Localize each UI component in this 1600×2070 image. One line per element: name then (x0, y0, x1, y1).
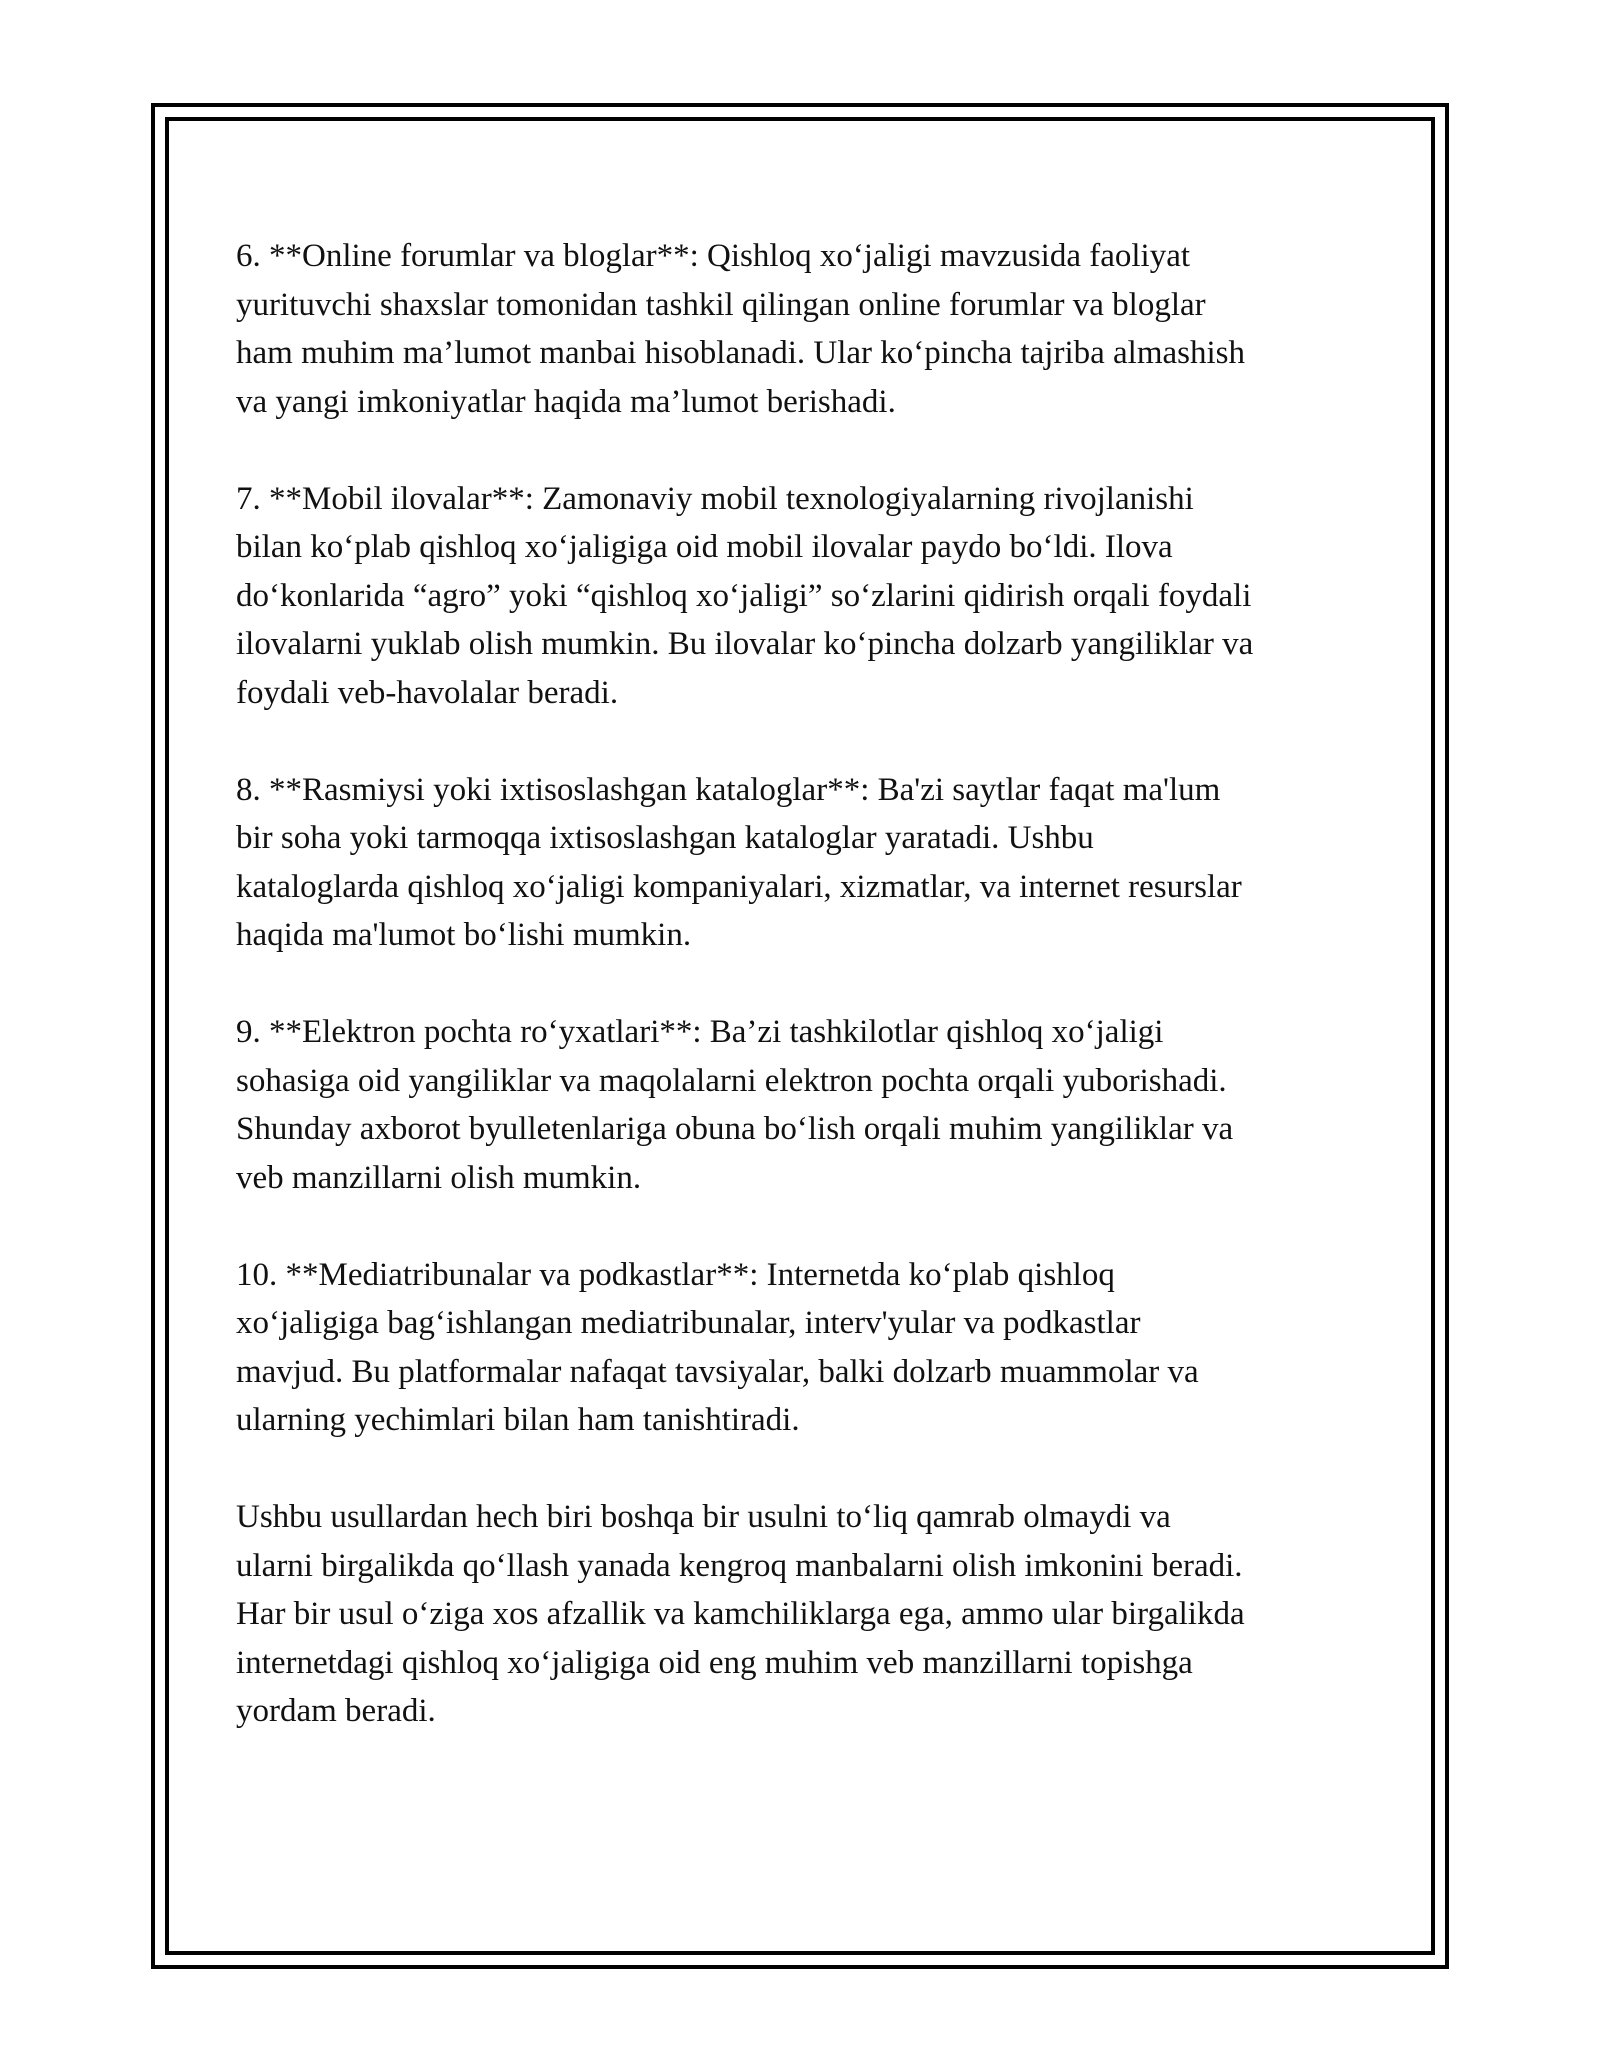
paragraph-online-forums: 6. **Online forumlar va bloglar**: Qishloq xo‘jaligi mavzusida faoliyat yurituvchi shaxslar tomonidan tashkil qilingan online forumlar va bloglar ham muhim ma’lumot manbai hisoblanadi. Ular ko‘pincha tajriba almashish va yangi imkoniyatlar haqida ma’lumot berishadi. (236, 238, 1246, 420)
paragraph-catalogs: 8. **Rasmiysi yoki ixtisoslashgan kataloglar**: Ba'zi saytlar faqat ma'lum bir soha yoki tarmoqqa ixtisoslashgan kataloglar yaratadi. Ushbu kataloglarda qishloq xo‘jaligi kompaniyalari, xizmatlar, va internet resurslar haqida ma'lumot bo‘lishi mumkin. (236, 771, 1242, 953)
document-body (236, 232, 1376, 1736)
paragraph-email-lists: 9. **Elektron pochta ro‘yxatlari**: Ba’zi tashkilotlar qishloq xo‘jaligi sohasiga oid yangiliklar va maqolalarni elektron pochta orqali yuborishadi. Shunday axborot byulletenlariga obuna bo‘lish orqali muhim yangiliklar va veb manzillarni olish mumkin. (236, 1014, 1234, 1196)
paragraph-media-podcasts: 10. **Mediatribunalar va podkastlar**: Internetda ko‘plab qishloq xo‘jaligiga bag‘ishlangan mediatribunalar, interv'yular va podkastlar mavjud. Bu platformalar nafaqat tavsiyalar, balki dolzarb muammolar va ularning yechimlari bilan ham tanishtiradi. (236, 1256, 1199, 1438)
paragraph-mobile-apps: 7. **Mobil ilovalar**: Zamonaviy mobil texnologiyalarning rivojlanishi bilan ko‘plab qishloq xo‘jaligiga oid mobil ilovalar paydo bo‘ldi. Ilova do‘konlarida “agro” yoki “qishloq xo‘jaligi” so‘zlarini qidirish orqali foydali ilovalarni yuklab olish mumkin. Bu ilovalar ko‘pincha dolzarb yangiliklar va foydali veb-havolalar beradi. (236, 480, 1254, 711)
paragraph-conclusion: Ushbu usullardan hech biri boshqa bir usulni to‘liq qamrab olmaydi va ularni birgalikda qo‘llash yanada kengroq manbalarni olish imkonini beradi. Har bir usul o‘ziga xos afzallik va kamchiliklarga ega, ammo ular birgalikda internetdagi qishloq xo‘jaligiga oid eng muhim veb manzillarni topishga yordam beradi. (236, 1499, 1245, 1729)
